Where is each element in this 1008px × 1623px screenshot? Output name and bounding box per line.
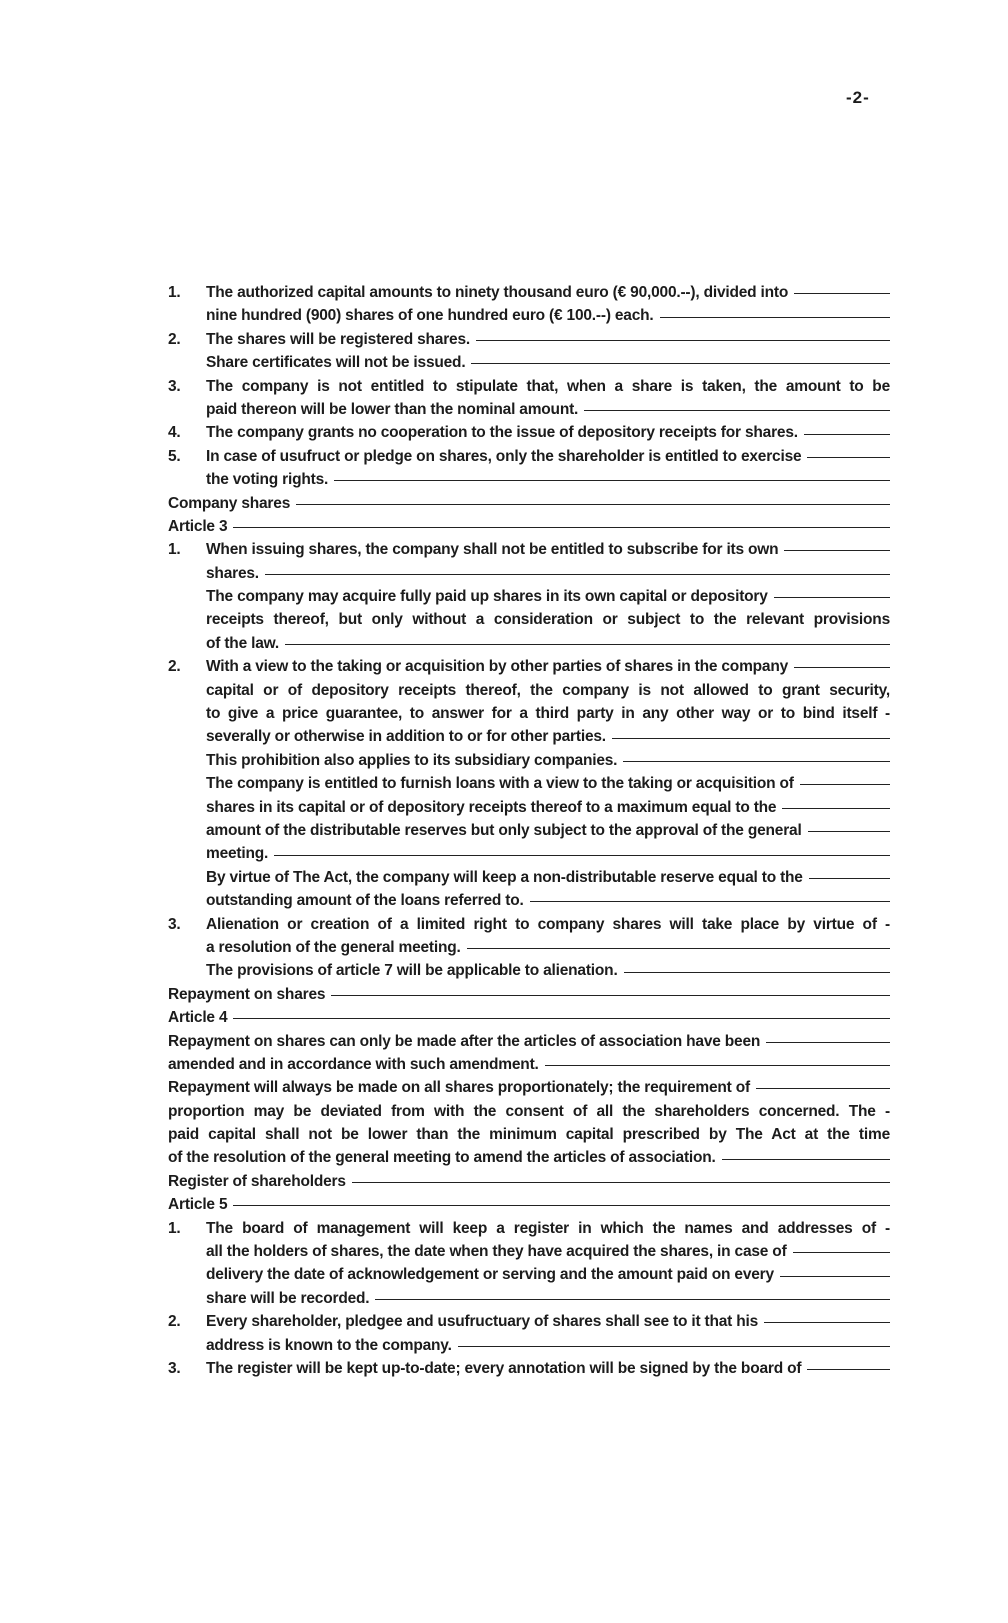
clause-text: receipts thereof, but only without a consideration or subject to the relevant provisions [206,611,890,629]
text-line [168,538,890,561]
text-line [168,796,890,819]
text-line [168,749,890,772]
clause-text: The board of management will keep a register in which the names and addresses of - [206,1219,890,1237]
clause-text: capital or of depository receipts thereof, the company is not allowed to grant security, [206,681,890,699]
clause-number: 1. [168,541,181,559]
clause-number: 2. [168,658,181,676]
clause-text: In case of usufruct or pledge on shares, only the shareholder is entitled to exercise [206,447,802,465]
text-line [168,655,890,678]
filler-rule [476,340,890,341]
text-line [168,375,890,398]
filler-rule [766,1042,890,1043]
filler-rule [265,574,890,575]
filler-rule [584,410,890,411]
text-line [168,445,890,468]
text-line [168,1287,890,1310]
filler-rule [794,667,890,668]
filler-rule [800,784,890,785]
text-line [168,1217,890,1240]
section-heading: Article 5 [168,1196,228,1214]
clause-text: shares. [206,564,259,582]
section-heading-line [168,1006,890,1029]
section-heading: Register of shareholders [168,1172,346,1190]
clause-text: proportion may be deviated from with the consent of all the shareholders concerned. The - [168,1102,890,1120]
clause-text: Repayment on shares can only be made after the articles of association have been [168,1032,761,1050]
text-line [168,866,890,889]
filler-rule [285,644,890,645]
text-line [168,959,890,982]
text-line [168,1263,890,1286]
text-line [168,468,890,491]
filler-rule [233,1018,890,1019]
clause-text: all the holders of shares, the date when they have acquired the shares, in case of [206,1243,787,1261]
clause-text: When issuing shares, the company shall not be entitled to subscribe for its own [206,541,779,559]
articles-text-body [168,281,890,1380]
section-heading: Article 4 [168,1009,228,1027]
clause-text: The company may acquire fully paid up shares in its own capital or depository [206,588,768,606]
section-heading-line [168,515,890,538]
clause-number: 3. [168,915,181,933]
filler-rule [722,1159,890,1160]
clause-text: address is known to the company. [206,1336,452,1354]
clause-number: 5. [168,447,181,465]
clause-text: Repayment will always be made on all shares proportionately; the requirement of [168,1079,750,1097]
clause-text: The company is entitled to furnish loans with a view to the taking or acquisition of [206,775,794,793]
filler-rule [793,1252,890,1253]
clause-text: The company grants no cooperation to the issue of depository receipts for shares. [206,424,798,442]
text-line [168,842,890,865]
filler-rule [780,1276,890,1277]
clause-number: 4. [168,424,181,442]
filler-rule [296,504,890,505]
filler-rule [624,972,890,973]
clause-number: 1. [168,284,181,301]
clause-text: of the law. [206,634,280,652]
filler-rule [764,1322,890,1323]
text-line [168,328,890,351]
filler-rule [784,550,890,551]
clause-text: delivery the date of acknowledgement or serving and the amount paid on every [206,1266,774,1284]
clause-text: a resolution of the general meeting. [206,938,461,956]
text-line [168,281,890,304]
clause-text: share will be recorded. [206,1289,370,1307]
clause-text: outstanding amount of the loans referred to. [206,892,524,910]
filler-rule [458,1346,890,1347]
clause-text: amount of the distributable reserves but only subject to the approval of the general [206,821,802,839]
clause-text: The provisions of article 7 will be applicable to alienation. [206,962,618,980]
section-heading: Repayment on shares [168,985,326,1003]
clause-number: 2. [168,1313,181,1331]
section-heading-line [168,1193,890,1216]
filler-rule [331,995,890,996]
clause-text: The register will be kept up-to-date; every annotation will be signed by the board of [206,1359,802,1377]
filler-rule [804,434,890,435]
text-line [168,421,890,444]
text-line [168,679,890,702]
clause-text: severally or otherwise in addition to or for other parties. [206,728,606,746]
clause-number: 3. [168,377,181,395]
filler-rule [530,901,890,902]
clause-text: shares in its capital or of depository receipts thereof to a maximum equal to the [206,798,777,816]
clause-text: This prohibition also applies to its subsidiary companies. [206,751,618,769]
section-heading-line [168,1170,890,1193]
clause-text: amended and in accordance with such amendment. [168,1055,539,1073]
clause-text: Every shareholder, pledgee and usufructuary of shares shall see to it that his [206,1313,759,1331]
text-line [168,819,890,842]
filler-rule [233,1205,890,1206]
clause-text: The shares will be registered shares. [206,330,470,348]
text-line [168,1146,890,1169]
text-line [168,702,890,725]
text-line [168,1076,890,1099]
filler-rule [334,480,890,481]
text-line [168,1030,890,1053]
clause-number: 1. [168,1219,181,1237]
clause-text: With a view to the taking or acquisition by other parties of shares in the company [206,658,789,676]
filler-rule [623,761,890,762]
clause-text: The authorized capital amounts to ninety thousand euro (€ 90,000.--), divided into [206,284,789,301]
section-heading-line [168,492,890,515]
filler-rule [233,527,890,528]
filler-rule [612,738,890,739]
text-line [168,585,890,608]
text-line [168,608,890,631]
text-line [168,1334,890,1357]
filler-rule [545,1065,890,1066]
text-line [168,351,890,374]
filler-rule [794,293,890,294]
text-line [168,562,890,585]
clause-text: By virtue of The Act, the company will keep a non-distributable reserve equal to the [206,868,803,886]
text-line [168,889,890,912]
text-line [168,1310,890,1333]
clause-number: 2. [168,330,181,348]
filler-rule [274,855,890,856]
text-line [168,1100,890,1123]
section-heading: Company shares [168,494,291,512]
filler-rule [809,878,890,879]
clause-number: 3. [168,1359,181,1377]
text-line [168,1357,890,1380]
filler-rule [352,1182,890,1183]
filler-rule [807,1369,890,1370]
section-heading: Article 3 [168,517,228,535]
clause-text: meeting. [206,845,269,863]
clause-text: nine hundred (900) shares of one hundred euro (€ 100.--) each. [206,307,654,325]
filler-rule [807,457,890,458]
text-line [168,936,890,959]
page-number: -2- [846,88,870,107]
clause-text: the voting rights. [206,471,329,489]
clause-text: Alienation or creation of a limited right to company shares will take place by virtue of - [206,915,890,933]
filler-rule [375,1299,890,1300]
clause-text: paid capital shall not be lower than the minimum capital prescribed by The Act at the time [168,1126,890,1144]
text-line [168,1123,890,1146]
filler-rule [782,808,890,809]
clause-text: Share certificates will not be issued. [206,354,466,372]
text-line [168,913,890,936]
filler-rule [808,831,890,832]
clause-text: paid thereon will be lower than the nominal amount. [206,400,579,418]
clause-text: of the resolution of the general meeting to amend the articles of association. [168,1149,716,1167]
text-line [168,1053,890,1076]
filler-rule [471,363,890,364]
text-line [168,398,890,421]
section-heading-line [168,983,890,1006]
filler-rule [756,1088,890,1089]
text-line [168,772,890,795]
text-line [168,1240,890,1263]
filler-rule [467,948,890,949]
clause-text: The company is not entitled to stipulate that, when a share is taken, the amount to be [206,377,890,395]
text-line [168,725,890,748]
filler-rule [660,317,890,318]
text-line [168,632,890,655]
clause-text: to give a price guarantee, to answer for a third party in any other way or to bind itself - [206,705,890,723]
filler-rule [774,597,890,598]
text-line [168,304,890,327]
